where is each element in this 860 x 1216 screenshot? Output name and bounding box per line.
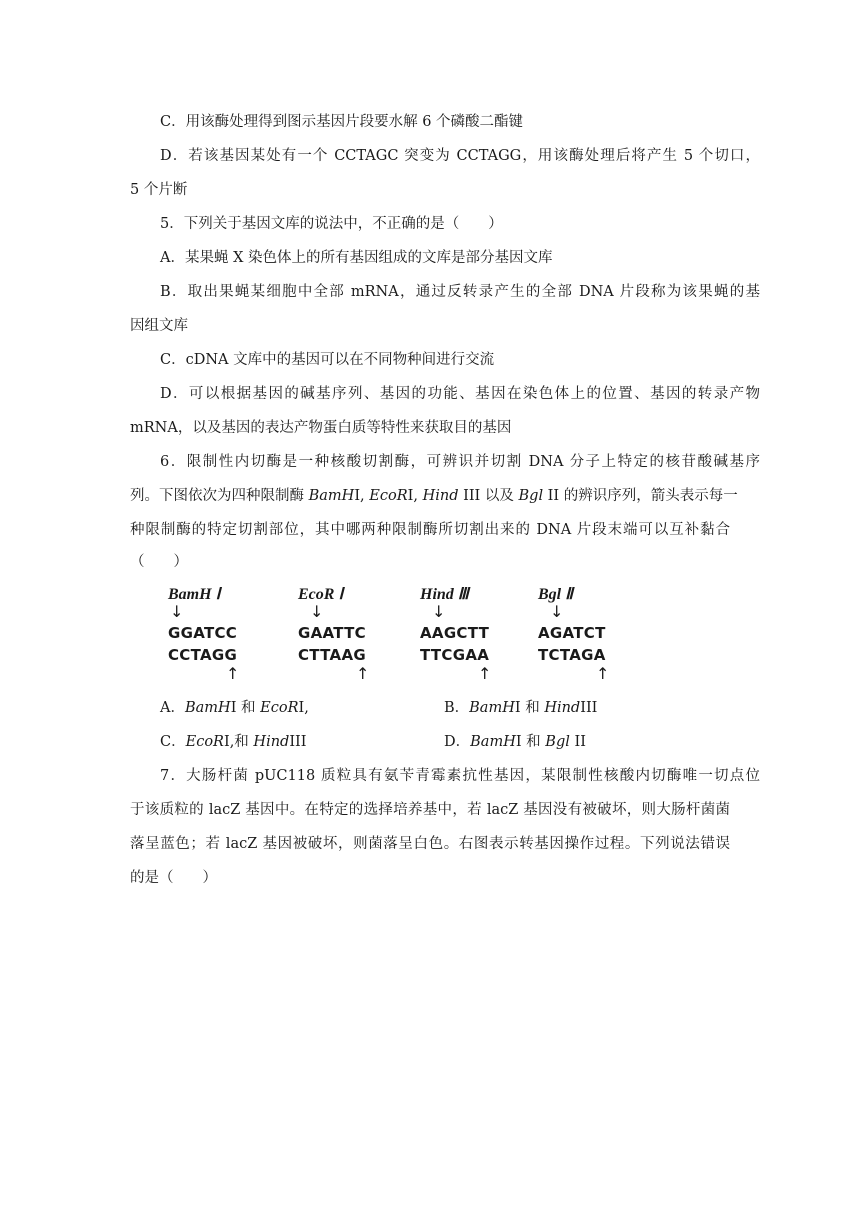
question-6-line4: （ ） — [130, 554, 188, 570]
option-5b-line1: B．取出果蝇某细胞中全部 mRNA，通过反转录产生的全部 DNA 片段称为该果蝇的基 — [160, 284, 760, 300]
option-4c: C．用该酶处理得到图示基因片段要水解 6 个磷酸二酯键 — [160, 114, 524, 130]
option-label: C． — [160, 734, 186, 750]
option-text: III — [580, 700, 598, 716]
enzyme-name: EcoR Ⅰ — [298, 586, 344, 603]
bottom-strand: TCTAGA — [538, 646, 606, 664]
option-text: II — [569, 734, 586, 750]
option-label: A． — [160, 700, 185, 716]
q6-text: 列。下图依次为四种限制酶 — [130, 488, 309, 504]
cut-arrow-down-icon: ↓ — [170, 602, 184, 621]
option-5c: C．cDNA 文库中的基因可以在不同物种间进行交流 — [160, 352, 495, 368]
top-strand: GAATTC — [298, 624, 366, 642]
option-text: I 和 — [230, 700, 261, 716]
enzyme-name: EcoR — [185, 734, 224, 750]
enzyme-name: BamH — [184, 700, 231, 716]
bottom-strand: CTTAAG — [298, 646, 366, 664]
restriction-site-diagram — [168, 584, 628, 683]
q6-enzyme-ecor: EcoR — [369, 488, 408, 504]
question-6-line1: 6．限制性内切酶是一种核酸切割酶，可辨识并切割 DNA 分子上特定的核苷酸碱基序 — [160, 454, 760, 470]
question-5: 5．下列关于基因文库的说法中，不正确的是（ ） — [160, 216, 503, 232]
cut-arrow-up-icon: ↑ — [226, 664, 240, 683]
cut-arrow-down-icon: ↓ — [310, 602, 324, 621]
enzyme-name: Bgl — [545, 734, 570, 750]
option-5d-line1: D．可以根据基因的碱基序列、基因的功能、基因在染色体上的位置、基因的转录产物 — [160, 386, 760, 402]
q6-enzyme-bgl: Bgl — [518, 488, 544, 504]
option-text: III — [289, 734, 307, 750]
option-5b-line2: 因组文库 — [130, 318, 188, 334]
top-strand: AAGCTT — [420, 624, 490, 642]
option-text: I, — [298, 700, 309, 716]
enzyme-name: Hind — [253, 734, 290, 750]
question-7-line2: 于该质粒的 lacZ 基因中。在特定的选择培养基中，若 lacZ 基因没有被破坏，则大肠杆菌菌 — [130, 802, 730, 818]
option-text: I,和 — [223, 734, 254, 750]
bottom-strand: TTCGAA — [420, 646, 490, 664]
top-strand: AGATCT — [538, 624, 606, 642]
cut-arrow-down-icon: ↓ — [550, 602, 564, 621]
enzyme-name: Hind Ⅲ — [420, 586, 469, 603]
enzyme-name: BamH — [469, 700, 515, 716]
question-7-line1: 7．大肠杆菌 pUC118 质粒具有氨苄青霉素抗性基因，某限制性核酸内切酶唯一切点位 — [160, 768, 760, 784]
question-7-line4: 的是（ ） — [130, 870, 217, 886]
option-6b — [444, 698, 597, 718]
enzyme-name: BamH Ⅰ — [168, 586, 221, 603]
option-6d — [444, 732, 586, 752]
cut-arrow-up-icon: ↑ — [478, 664, 492, 683]
q6-text: I, — [407, 488, 423, 504]
option-4d-line2: 5 个片断 — [130, 182, 188, 198]
option-6c — [160, 732, 307, 752]
option-5a: A．某果蝇 X 染色体上的所有基因组成的文库是部分基因文库 — [160, 250, 553, 266]
q6-enzyme-hind: Hind — [422, 488, 459, 504]
q6-enzyme-bamh: BamH — [308, 488, 355, 504]
option-text: I 和 — [514, 700, 545, 716]
question-6-line3: 种限制酶的特定切割部位，其中哪两种限制酶所切割出来的 DNA 片段末端可以互补黏合 — [130, 522, 730, 538]
option-label: D． — [444, 734, 471, 750]
question-6-line2 — [130, 486, 738, 506]
enzyme-name: BamH — [470, 734, 516, 750]
top-strand: GGATCC — [168, 624, 238, 642]
cut-arrow-up-icon: ↑ — [596, 664, 610, 683]
enzyme-name: Bgl Ⅱ — [538, 586, 573, 603]
bottom-strand: CCTAGG — [168, 646, 238, 664]
q6-text: III 以及 — [458, 488, 519, 504]
option-label: B． — [444, 700, 470, 716]
q6-text: I, — [354, 488, 370, 504]
cut-arrow-down-icon: ↓ — [432, 602, 446, 621]
option-4d-line1: D．若该基因某处有一个 CCTAGC 突变为 CCTAGG，用该酶处理后将产生 5 个切口， — [160, 148, 760, 164]
option-5d-line2: mRNA，以及基因的表达产物蛋白质等特性来获取目的基因 — [130, 420, 512, 436]
option-6a — [160, 698, 309, 718]
enzyme-name: EcoR — [260, 700, 299, 716]
enzyme-name: Hind — [544, 700, 581, 716]
q6-text: II 的辨识序列，箭头表示每一 — [543, 488, 738, 504]
option-text: I 和 — [515, 734, 546, 750]
question-7-line3: 落呈蓝色；若 lacZ 基因被破坏，则菌落呈白色。右图表示转基因操作过程。下列说法错误 — [130, 836, 730, 852]
cut-arrow-up-icon: ↑ — [356, 664, 370, 683]
